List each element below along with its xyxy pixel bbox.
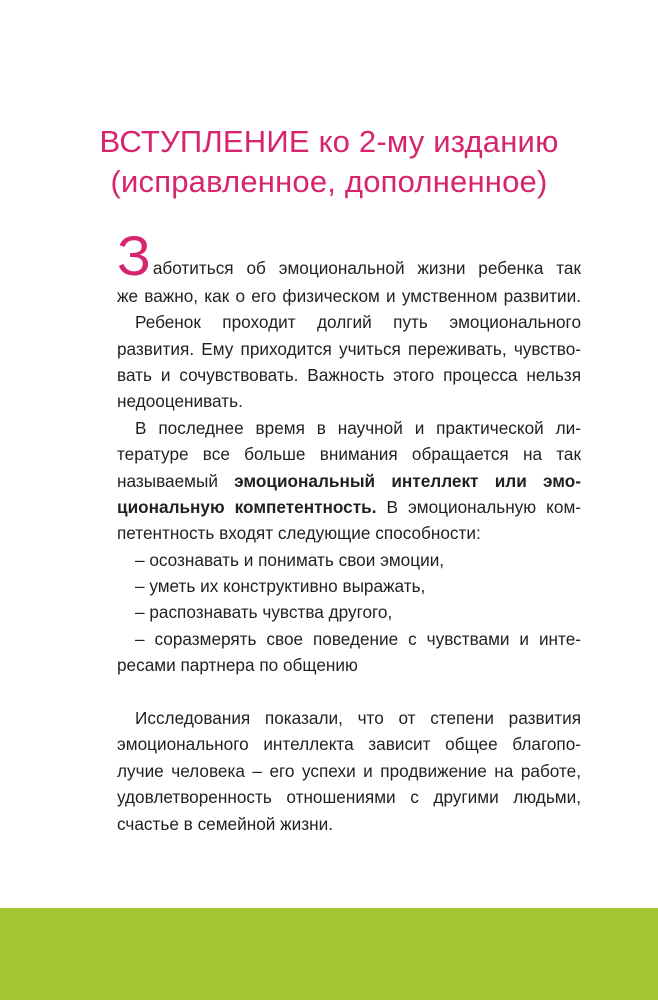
text-line [117,494,581,520]
bold-term: циональную компетентность. [117,496,377,517]
text-span: называемый [117,470,218,491]
list-item: – осознавать и понимать свои эмоции, [135,549,445,570]
text-span: В эмоциональную ком- [386,496,581,517]
bold-term: эмоциональный интеллект или эмо- [234,470,581,491]
text-line: развития. Ему приходится учиться переживать, чувство- [117,338,581,359]
list-item: – уметь их конструктивно выражать, [135,576,426,597]
text-line: вать и сочувствовать. Важность этого процесса нельзя [117,364,581,385]
text-line: Ребенок проходит долгий путь эмоционального [135,312,581,333]
text-line: счастье в семейной жизни. [117,813,333,834]
title-line-1: ВСТУПЛЕНИЕ ко 2-му изданию [99,124,559,159]
text-line: ресами партнера по общению [117,655,358,676]
text-line: аботиться об эмоциональной жизни ребенка так [152,258,581,278]
list-item: – соразмерять свое поведение с чувствами и инте- [135,628,581,649]
title-line-2: (исправленное, дополненное) [110,164,548,199]
text-line: лучие человека – его успехи и продвижение на работе, [117,760,581,781]
text-line: тературе все больше внимания обращается на так [117,444,581,465]
drop-cap: З [117,224,151,287]
paragraph-1-first-line [117,224,581,287]
text-line: эмоционального интеллекта зависит общее благопо- [117,734,581,755]
text-line: удовлетворенность отношениями с другими людьми, [117,787,581,808]
text-line: недооценивать. [117,391,243,412]
text-line: же важно, как о его физическом и умственном развитии. [117,285,581,306]
text-line: Исследования показали, что от степени развития [135,708,581,729]
text-line [117,468,581,494]
text-line: В последнее время в научной и практической ли- [135,417,581,438]
footer-color-bar [0,908,658,1000]
body-text [117,224,581,837]
list-item: – распознавать чувства другого, [135,602,393,623]
page-title [0,122,658,202]
paragraph-gap [117,679,581,705]
text-line: петентность входят следующие способности: [117,523,481,544]
